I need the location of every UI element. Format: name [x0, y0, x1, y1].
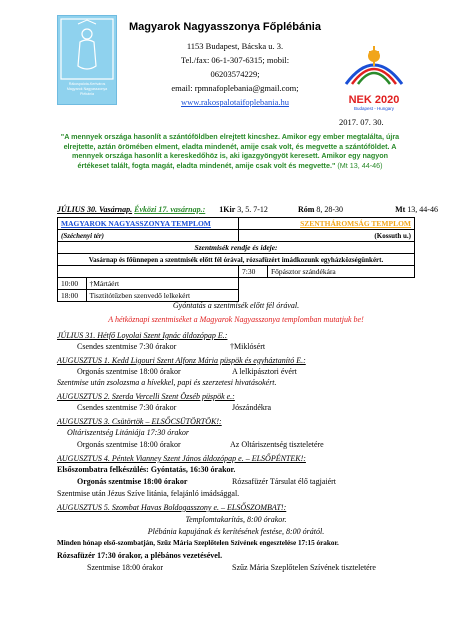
intention-aug3: Az Oltáriszentség tiszteletére	[230, 440, 324, 449]
parish-title: Magyarok Nagyasszonya Főplébánia	[129, 21, 321, 33]
church-location-main: (Széchenyi tér)	[58, 230, 239, 242]
nek-2020-logo	[338, 40, 410, 111]
first-saturday-aug5: Minden hónap első-szombatján, Szűz Mária Szeplőtelen Szívének engesztelése 17:15 órakor.	[57, 539, 339, 547]
website-link[interactable]: www.rakospalotaifoplebania.hu	[180, 97, 290, 107]
mass-schedule-table	[57, 217, 415, 302]
weekday-note: A hétköznapi szentmiséket a Magyarok Nagyasszonya templomban mutatjuk be!	[108, 315, 364, 324]
prep-aug4: Elsőszombatra felkészülés: Gyóntatás, 16:30 órakor.	[57, 465, 236, 474]
address: 1153 Budapest, Bácska u. 3.	[186, 41, 284, 51]
note-aug4: Szentmise után Jézus Szíve litánia, felajánló imádsággal.	[57, 489, 240, 498]
day-heading-jul31: JÚLIUS 31. Hétfő Loyolai Szent Ignác áldozópap E.:	[57, 331, 228, 340]
mass-aug4: Orgonás szentmise 18:00 órakor	[77, 477, 188, 486]
gospel-quote	[60, 132, 400, 170]
reading2-label: Róm	[297, 205, 315, 214]
confession-note: Gyóntatás a szentmisék előtt fél órával.	[172, 301, 300, 310]
day-heading-aug1: AUGUSZTUS 1. Kedd Ligouri Szent Alfonz Mária püspök és egyháztanító E.:	[57, 356, 306, 365]
gospel-label: Mt	[395, 205, 406, 214]
table-row: 7:30 Főpásztor szándékára	[58, 266, 415, 278]
church-location-second: (Kossuth u.)	[239, 230, 415, 242]
eucharistic-congress-icon	[338, 40, 410, 90]
sunday-name: Évközi 17. vasárnap.:	[134, 205, 206, 214]
church-name-second: SZENTHÁROMSÁG TEMPLOM	[239, 218, 415, 230]
parish-logo	[57, 15, 117, 105]
gospel-reading: 13, 44-46	[405, 205, 438, 214]
mass-aug1: Orgonás szentmise 18:00 órakor	[77, 367, 181, 376]
day-heading-aug5: AUGUSZTUS 5. Szombat Havas Boldogasszony e. – ELSŐSZOMBAT!:	[57, 503, 287, 512]
intention-aug1: A lelkipásztori évért	[232, 367, 297, 376]
nek-logo-title: NEK 2020	[348, 94, 400, 106]
quote-reference: (Mt 13, 44-46)	[337, 160, 383, 170]
note-aug1: Szentmise után zsolozsma a hívekkel, papi és szerzetesi hivatásokért.	[57, 378, 277, 387]
table-row: 18:00 Tisztítótűzben szenvedő lelkekért	[58, 290, 415, 302]
church-name-main: MAGYAROK NAGYASSZONYA TEMPLOM	[58, 218, 239, 230]
bulletin-date: 2017. 07. 30.	[339, 117, 384, 127]
email: email: rpmnafoplebania@gmail.com;	[171, 83, 299, 93]
litany-aug3: Oltáriszentség Litániája 17:30 órakor	[67, 428, 190, 437]
mass-aug3: Orgonás szentmise 18:00 órakor	[77, 440, 181, 449]
intention-aug2: Jószándékra	[232, 403, 272, 412]
table-row: 10:00 †Mártáért	[58, 278, 415, 290]
mass-aug2: Csendes szentmise 7:30 órakor	[77, 403, 177, 412]
intention-aug4: Rózsafüzér Társulat élő tagjaiért	[232, 477, 337, 486]
intention-aug5: Szűz Mária Szeplőtelen Szívének tiszteletére	[232, 563, 376, 572]
day-heading-aug3: AUGUSZTUS 3. Csütörtök – ELSŐCSÜTÖRTÖK!:	[57, 417, 222, 426]
contact-block	[135, 39, 335, 109]
mobile: 06203574229;	[210, 69, 260, 79]
schedule-title: Szentmisék rendje és ideje:	[58, 242, 415, 254]
phone: Tel./fax: 06-1-307-6315; mobil:	[180, 55, 290, 65]
intention-jul31: †Miklósért	[230, 342, 266, 351]
quote-text: "A mennyek országa hasonlít a szántóföldben elrejtett kincshez. Amikor egy ember megtalálta, újra elrejtette, aztán örömében elment, eladta mindenét, amije csak volt, és megvette a szántóföldet. A mennyek országa hasonlít a kereskedőhöz is, aki igazgyöngyöt keresett. Amikor egy nagyon értékeset talált, fogta magát, eladta mindenét, amije csak volt és megvette."	[60, 132, 400, 170]
reading2: 8, 28-30	[314, 205, 344, 214]
sunday-date: JÚLIUS 30. Vasárnap.	[57, 205, 133, 214]
day-heading-aug4: AUGUSZTUS 4. Péntek Vianney Szent János áldozópap e. – ELSŐPÉNTEK!:	[57, 454, 306, 463]
reading1: 3, 5. 7-12	[235, 205, 268, 214]
day-heading-aug2: AUGUSZTUS 2. Szerda Vercelli Szent Özséb püspök e.:	[57, 392, 235, 401]
rosary-aug5: Rózsafüzér 17:30 órakor, a plébános vezetésével.	[57, 551, 223, 560]
nek-logo-sub: Budapest - Hungary	[353, 106, 395, 111]
readings-line	[57, 205, 438, 214]
painting-aug5: Plébánia kapujának és kerítésének festése, 8:00 órától.	[147, 527, 325, 536]
reading1-label: 1Kir	[219, 205, 236, 214]
mass-aug5: Szentmise 18:00 órakor	[87, 563, 163, 572]
logo-caption: Rákospalota-Kertváros Magyarok Nagyasszonya Plébánia	[66, 82, 108, 96]
cleaning-aug5: Templomtakarítás, 8:00 órakor.	[185, 515, 287, 524]
mass-jul31: Csendes szentmise 7:30 órakor	[77, 342, 177, 351]
schedule-note: Vasárnap és főünnepen a szentmisék előtt fél órával, rózsafüzért imádkozunk egyházközségünkért.	[58, 254, 415, 266]
